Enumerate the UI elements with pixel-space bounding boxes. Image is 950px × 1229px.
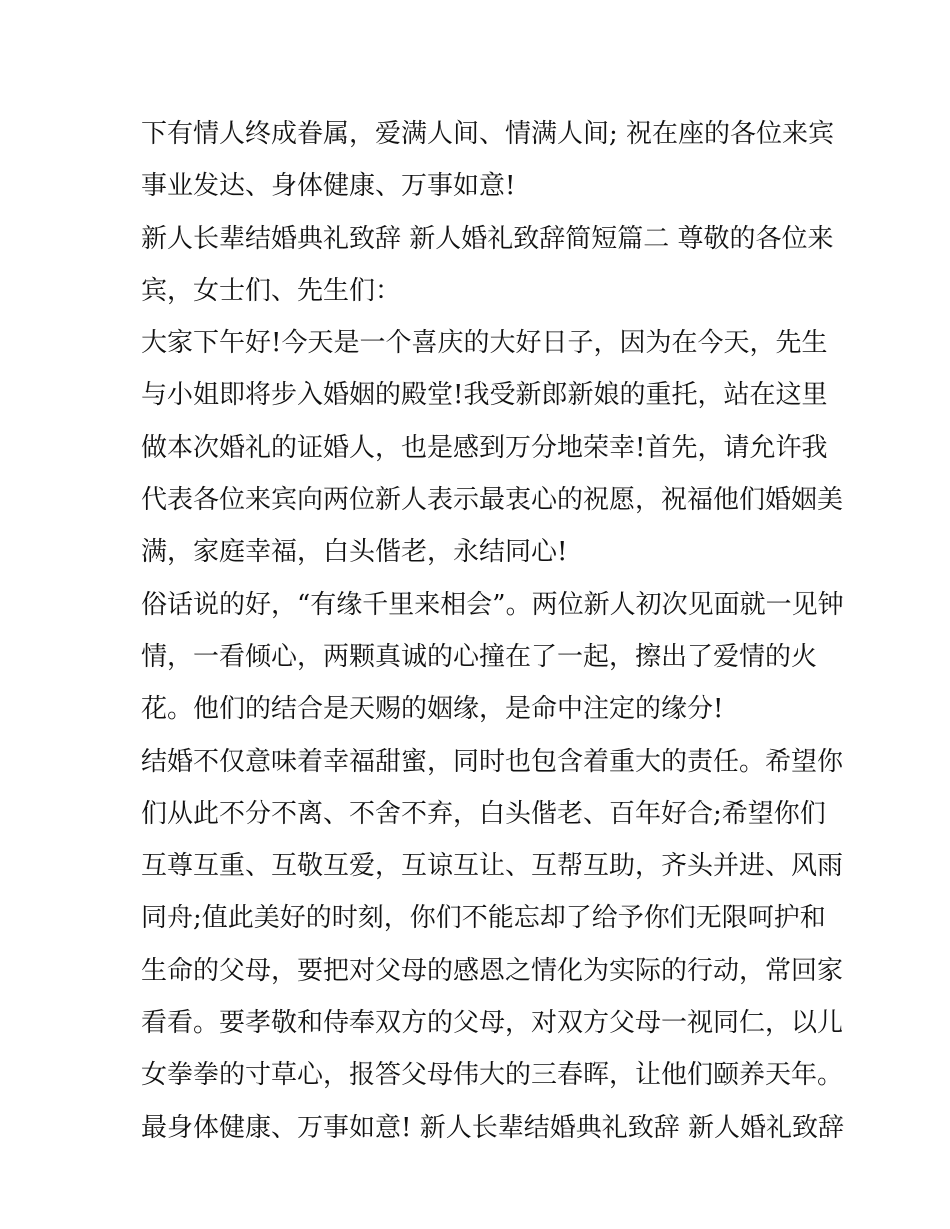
text-line: 们从此不分不离、不舍不弃，白头偕老、百年好合;希望你们 xyxy=(141,798,826,829)
text-line: 满，家庭幸福，白头偕老，永结同心! xyxy=(141,537,568,568)
text-line: 与小姐即将步入婚姻的殿堂!我受新郎新娘的重托，站在这里 xyxy=(141,380,828,411)
text-line: 最身体健康、万事如意! 新人长辈结婚典礼致辞 新人婚礼致辞 xyxy=(141,1112,844,1143)
text-line: 看看。要孝敬和侍奉双方的父母，对双方父母一视同仁，以儿 xyxy=(141,1008,844,1039)
text-line: 花。他们的结合是天赐的姻缘，是命中注定的缘分! xyxy=(141,694,724,725)
text-line: 俗话说的好，“有缘千里来相会”。两位新人初次见面就一见钟 xyxy=(141,589,844,620)
text-line: 互尊互重、互敬互爱，互谅互让、互帮互助，齐头并进、风雨 xyxy=(141,851,844,882)
text-line: 新人长辈结婚典礼致辞 新人婚礼致辞简短篇二 尊敬的各位来 xyxy=(141,223,834,254)
text-line: 下有情人终成眷属，爱满人间、情满人间; 祝在座的各位来宾 xyxy=(141,119,835,149)
text-line: 宾，女士们、先生们： xyxy=(141,275,402,306)
text-line: 大家下午好!今天是一个喜庆的大好日子，因为在今天，先生 xyxy=(141,328,828,359)
text-line: 女拳拳的寸草心，报答父母伟大的三春晖，让他们颐养天年。 xyxy=(141,1060,844,1091)
text-line: 同舟;值此美好的时刻，你们不能忘却了给予你们无限呵护和 xyxy=(141,903,826,934)
text-line: 生命的父母，要把对父母的感恩之情化为实际的行动，常回家 xyxy=(141,955,844,986)
text-line: 事业发达、身体健康、万事如意! xyxy=(141,171,516,202)
text-line: 情，一看倾心，两颗真诚的心撞在了一起，擦出了爱情的火 xyxy=(141,641,818,672)
text-line: 做本次婚礼的证婚人，也是感到万分地荣幸!首先，请允许我 xyxy=(141,432,828,463)
text-line: 结婚不仅意味着幸福甜蜜，同时也包含着重大的责任。希望你 xyxy=(141,746,844,777)
body-text xyxy=(141,108,844,1154)
text-line: 代表各位来宾向两位新人表示最衷心的祝愿，祝福他们婚姻美 xyxy=(141,485,844,516)
